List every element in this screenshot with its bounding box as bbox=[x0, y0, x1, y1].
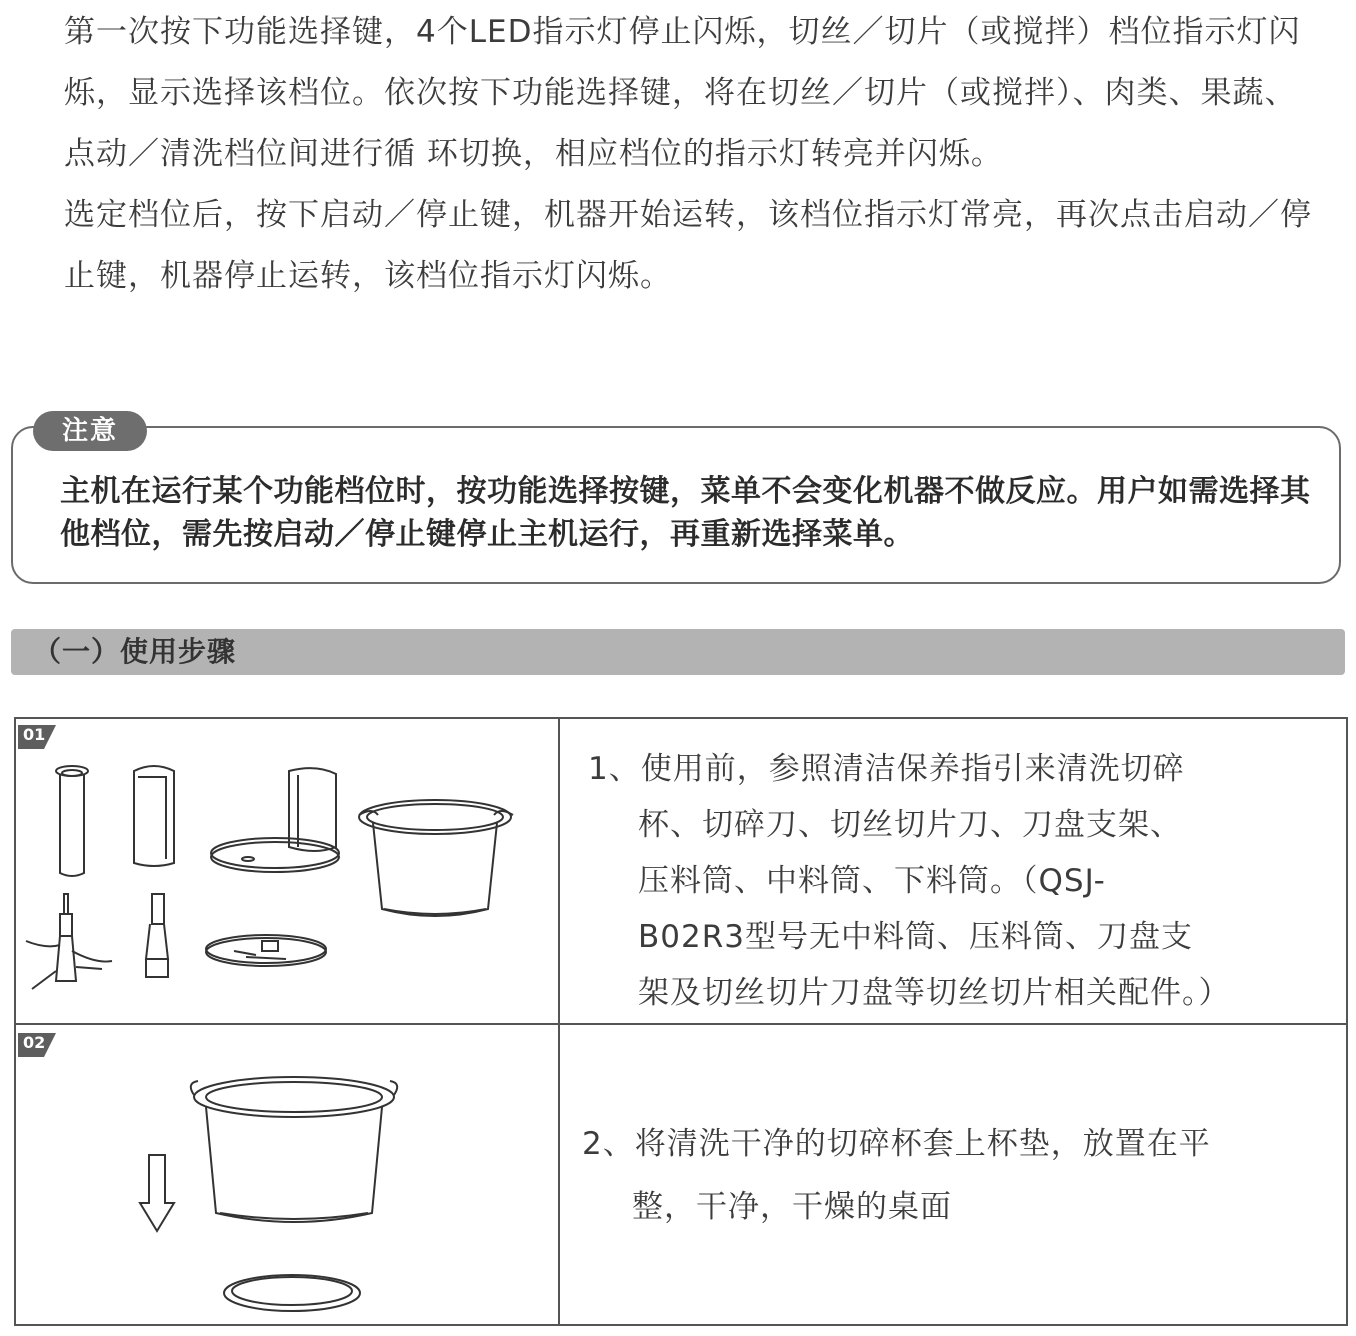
bowl-and-pad-drawing bbox=[16, 1025, 558, 1328]
parts-drawing bbox=[16, 719, 558, 1023]
step-2-line: 整，干净，干燥的桌面 bbox=[632, 1189, 952, 1225]
step-badge: 02 bbox=[23, 1033, 46, 1052]
section-header bbox=[11, 629, 1345, 675]
step-1-line: B02R3型号无中料筒、压料筒、刀盘支 bbox=[638, 919, 1193, 955]
step-1-line: 压料筒、中料筒、下料筒。（QSJ- bbox=[638, 863, 1106, 899]
intro-paragraph: 选定档位后，按下启动／停止键，机器开始运转，该档位指示灯常亮，再次点击启动／停止键，机器停止运转，该档位指示灯闪烁。 bbox=[64, 197, 1312, 294]
step-1-line: 架及切丝切片刀盘等切丝切片相关配件。） bbox=[638, 975, 1231, 1011]
step-1-illustration bbox=[16, 719, 558, 1023]
step-badge: 01 bbox=[23, 725, 46, 744]
step-2-line: 2、将清洗干净的切碎杯套上杯垫，放置在平 bbox=[582, 1126, 1211, 1162]
intro-text bbox=[64, 2, 1324, 307]
step-2-illustration bbox=[16, 1025, 558, 1328]
step-2-text bbox=[582, 1113, 1322, 1239]
step-1-line: 杯、切碎刀、切丝切片刀、刀盘支架、 bbox=[638, 807, 1182, 843]
column-divider bbox=[558, 719, 560, 1324]
note-text: 主机在运行某个功能档位时，按功能选择按键，菜单不会变化机器不做反应。用户如需选择其他档位，需先按启动／停止键停止主机运行，再重新选择菜单。 bbox=[60, 474, 1311, 552]
note-tab-label: 注意 bbox=[33, 411, 147, 451]
step-1-text bbox=[588, 741, 1288, 1021]
section-title: （一）使用步骤 bbox=[33, 635, 237, 668]
intro-paragraph: 第一次按下功能选择键，4个LED指示灯停止闪烁，切丝／切片（或搅拌）档位指示灯闪烁，显示选择该档位。依次按下功能选择键，将在切丝／切片（或搅拌）、肉类、果蔬、点动／清洗档位间进行循 环切换，相应档位的指示灯转亮并闪烁。 bbox=[64, 14, 1301, 172]
steps-table bbox=[14, 717, 1348, 1326]
step-1-line: 1、使用前，参照清洁保养指引来清洗切碎 bbox=[588, 751, 1185, 787]
